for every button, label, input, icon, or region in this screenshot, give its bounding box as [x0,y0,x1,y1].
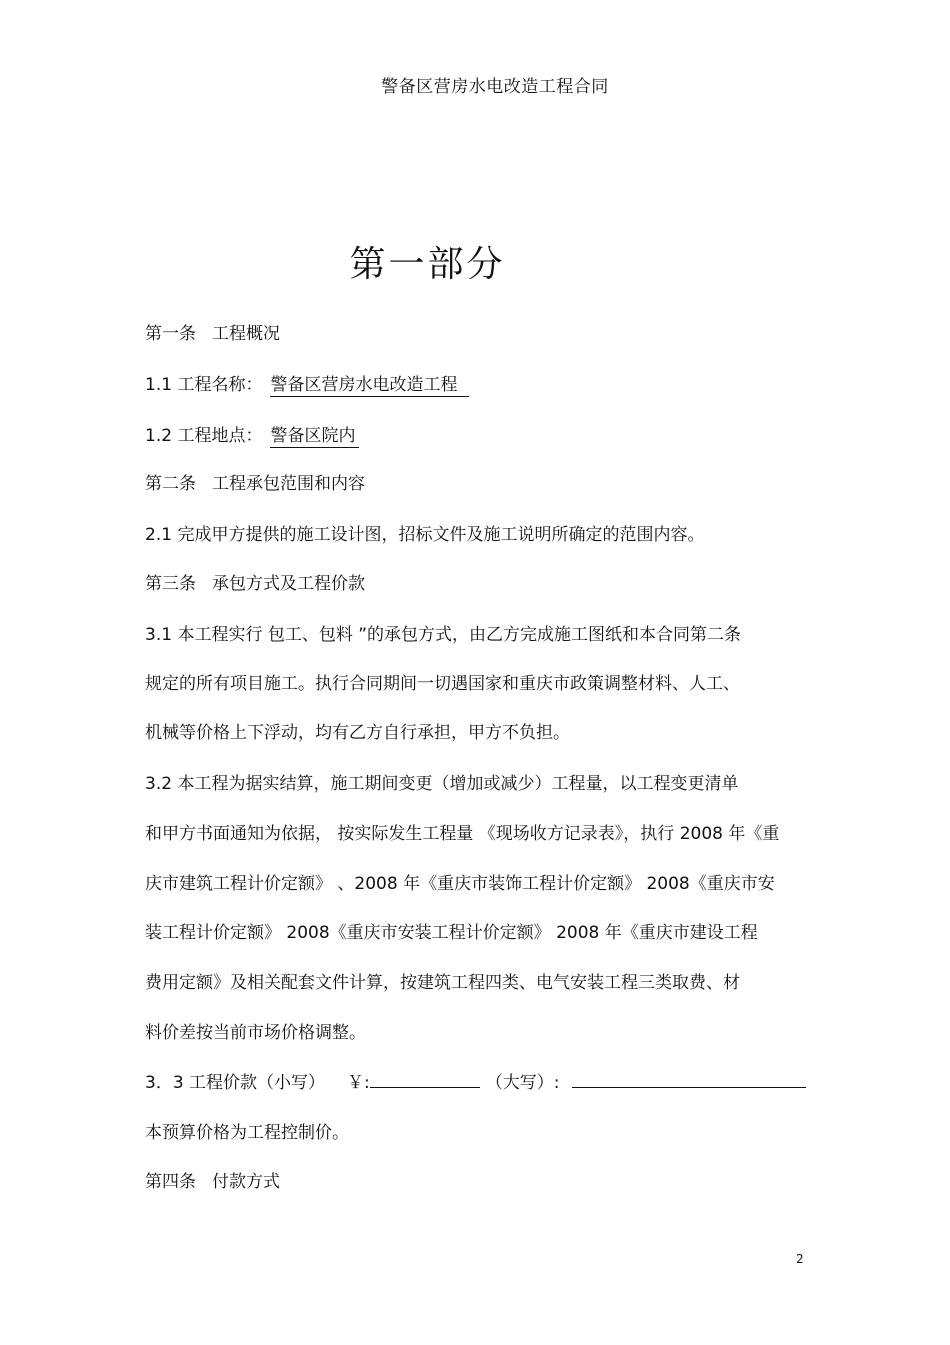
article-4-number: 第四条 [145,1172,196,1192]
article-4-heading [145,1167,280,1192]
project-site-value: 警备区院内 [270,426,359,448]
clause-3-2-line: 装工程计价定额》 2008《重庆市安装工程计价定额》 2008 年《重庆市建设工程 [145,923,758,943]
article-3-heading [145,569,365,594]
project-name-value: 警备区营房水电改造工程 [270,375,469,397]
budget-note: 本预算价格为工程控制价。 [145,1123,349,1143]
project-site-label: 1.2 工程地点： [145,426,263,446]
article-3-title: 承包方式及工程价款 [212,574,365,594]
article-1-heading [145,319,280,344]
article-1-title: 工程概况 [212,324,280,344]
article-4-title: 付款方式 [212,1172,280,1192]
project-name-label: 1.1 工程名称： [145,375,263,395]
clause-3-1-line: 机械等价格上下浮动，均有乙方自行承担，甲方不负担。 [145,723,570,743]
price-uppercase-label: （大写）: [485,1073,560,1093]
clause-1-2 [145,421,359,446]
clause-3-2-line: 和甲方书面通知为依据， 按实际发生工程量 《现场收方记录表》，执行 2008 年《重 [145,824,780,844]
clause-3-2-line: 庆市建筑工程计价定额》 、2008 年《重庆市装饰工程计价定额》 2008《重庆市安 [145,874,775,894]
clause-3-1-line: 规定的所有项目施工。执行合同期间一切遇国家和重庆市政策调整材料、人工、 [145,674,740,694]
price-uppercase-blank[interactable] [572,1069,806,1088]
article-2-heading [145,469,365,494]
clause-3-2-line: 费用定额》及相关配套文件计算，按建筑工程四类、电气安装工程三类取费、材 [145,973,740,993]
article-2-number: 第二条 [145,474,196,494]
clause-3-2-line: 3.2 本工程为据实结算，施工期间变更（增加或减少）工程量，以工程变更清单 [145,774,739,794]
price-lowercase-blank[interactable] [370,1069,480,1088]
contract-price-label: 3．3 工程价款（小写） [145,1073,326,1093]
page-number: 2 [796,1252,804,1266]
clause-1-1 [145,370,469,395]
article-1-number: 第一条 [145,324,196,344]
article-3-number: 第三条 [145,574,196,594]
article-2-title: 工程承包范围和内容 [212,474,365,494]
document-header: 警备区营房水电改造工程合同 [381,77,609,97]
yen-sign: ￥: [347,1073,370,1093]
clause-3-2-line: 料价差按当前市场价格调整。 [145,1023,366,1043]
part-title: 第一部分 [349,244,506,285]
clause-3-1-line: 3.1 本工程实行 包工、包料 ”的承包方式，由乙方完成施工图纸和本合同第二条 [145,625,742,645]
clause-3-3 [145,1068,806,1093]
clause-2-1: 2.1 完成甲方提供的施工设计图，招标文件及施工说明所确定的范围内容。 [145,525,705,545]
